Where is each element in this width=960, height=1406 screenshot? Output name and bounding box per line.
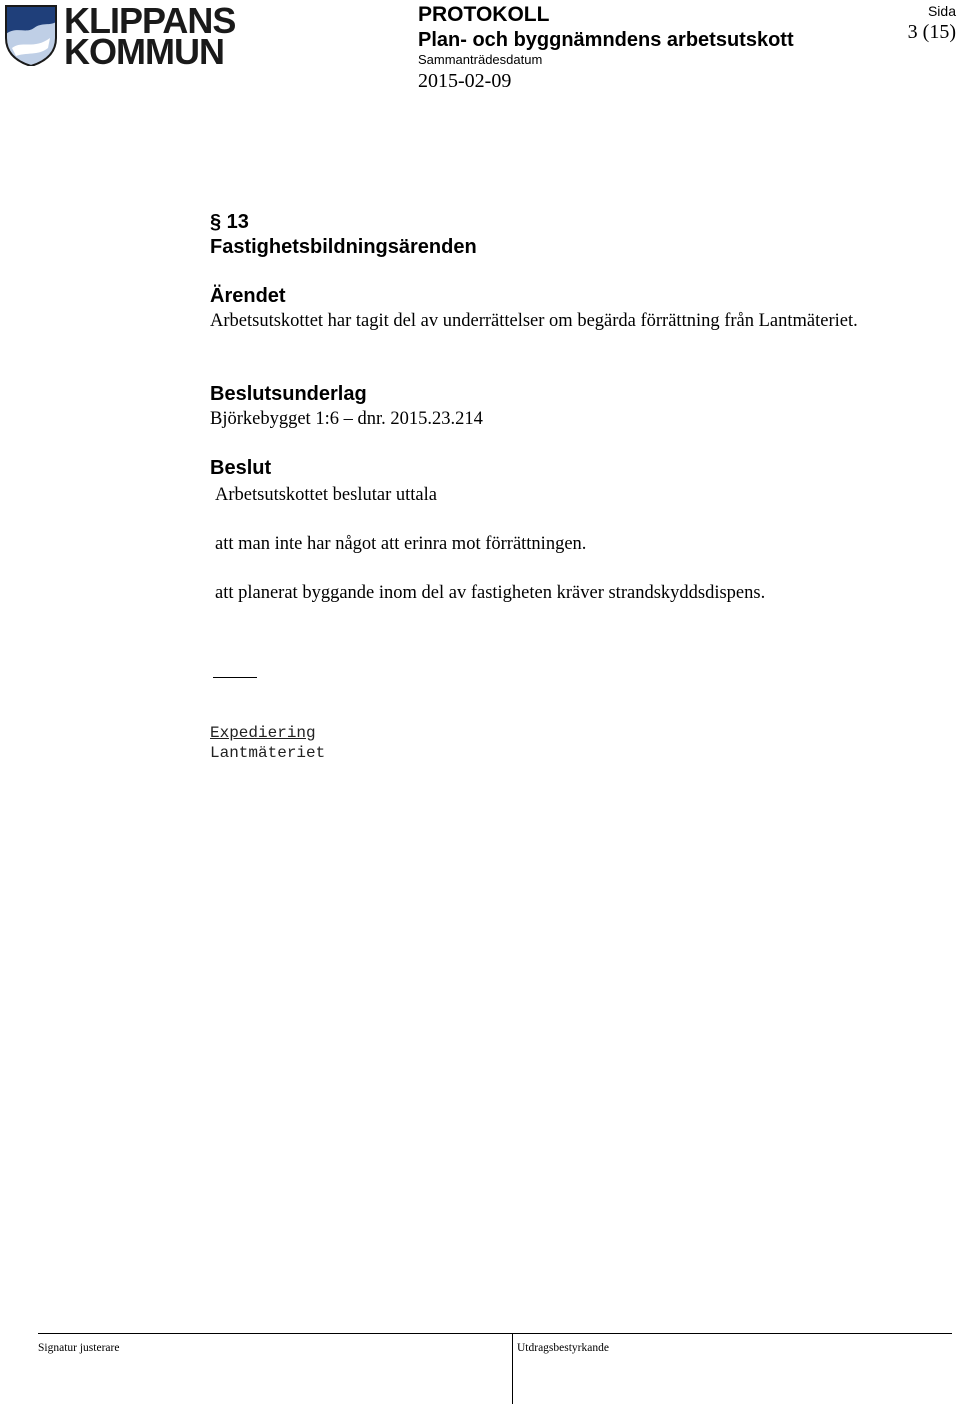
beslut-item: att man inte har något att erinra mot förrättningen. — [215, 534, 587, 554]
logo-text-line2: KOMMUN — [64, 31, 224, 72]
expediering-recipient: Lantmäteriet — [210, 744, 326, 762]
beslut-intro: Arbetsutskottet beslutar uttala — [215, 485, 437, 505]
document-type: PROTOKOLL — [418, 3, 550, 26]
expediering-label: Expediering — [210, 724, 316, 742]
beslutsunderlag-heading: Beslutsunderlag — [210, 383, 367, 405]
beslut-item: att planerat byggande inom del av fastigheten kräver strandskyddsdispens. — [215, 583, 766, 603]
arendet-text: Arbetsutskottet har tagit del av underrättelser om begärda förrättning från Lantmäteriet. — [210, 311, 858, 331]
extract-certification-label: Utdragsbestyrkande — [517, 1342, 609, 1354]
committee-name: Plan- och byggnämndens arbetsutskott — [418, 29, 794, 51]
page-label: Sida — [927, 3, 956, 19]
arendet-heading: Ärendet — [210, 285, 286, 307]
footer-rule — [38, 1333, 952, 1334]
municipal-shield-icon — [4, 4, 58, 66]
meeting-date-label: Sammanträdesdatum — [418, 52, 543, 67]
beslutsunderlag-text: Björkebygget 1:6 – dnr. 2015.23.214 — [210, 409, 483, 429]
signature-label: Signatur justerare — [38, 1342, 120, 1354]
logo-text-line1: KLIPPANS — [64, 0, 236, 41]
paragraph-title: Fastighetsbildningsärenden — [210, 236, 477, 258]
page-number: 3 (15) — [907, 21, 956, 43]
footer-divider — [512, 1333, 513, 1404]
beslut-heading: Beslut — [210, 457, 272, 479]
municipality-logo — [4, 0, 236, 72]
meeting-date: 2015-02-09 — [418, 70, 512, 92]
paragraph-number: § 13 — [210, 211, 249, 233]
section-separator — [213, 677, 257, 678]
